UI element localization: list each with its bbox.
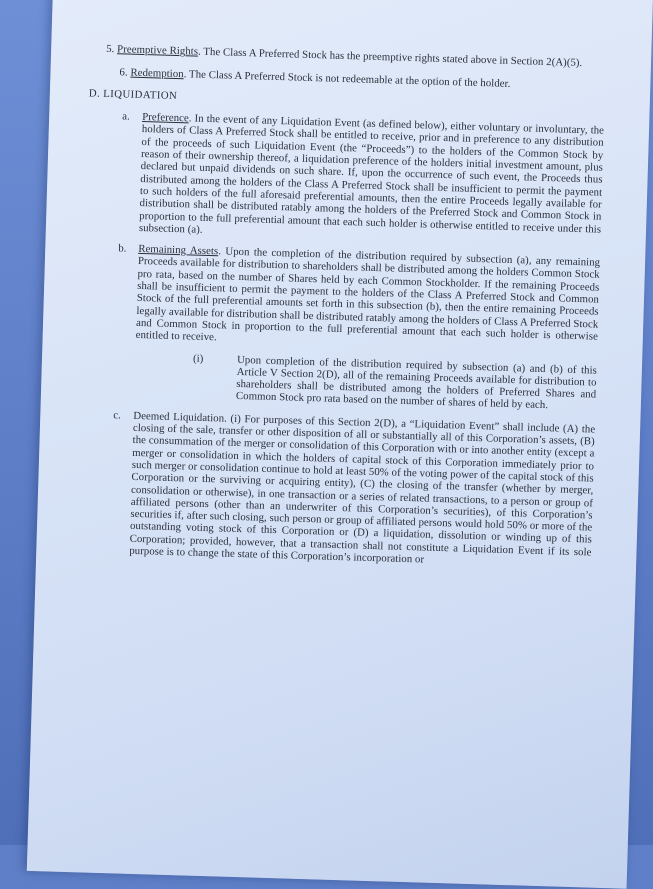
item-c-mark: c. bbox=[113, 408, 122, 422]
section-6-redemption bbox=[111, 66, 605, 93]
item-a-preference bbox=[101, 110, 604, 248]
section-5-title: Preemptive Rights bbox=[116, 43, 199, 58]
item-b-text: . Upon the completion of the distribution required by subsection (a), any remaining Proceeds available for distribution to shareholders shall be distributed among the holders Common Stock pro rata, based on the number of Shares held by each Common Stockholder. If the remaining Proceeds shall be insufficient to permit the payment to the holders of the Class A Preferred Stock and Common Stock of the full preferential amounts set forth in this subsection (b), then the entire remaining Proceeds legally available for distribution shall be distributed ratably among the holders of Class A Preferred Stock and Common Stock in proportion to the full preferential amount that each such holder is otherwise entitled to receive. bbox=[135, 245, 601, 344]
section-6-title: Redemption bbox=[130, 66, 184, 80]
item-b-i bbox=[96, 349, 597, 413]
item-a-text: . In the event of any Liquidation Event (as defined below), either voluntary or involuntary, the holders of Class A Preferred Stock shall be entitled to receive, prior and in preference to any distribution of the proceeds of such Liquidation Event (the “Proceeds”) to the holders of the Common Stock by reason of their ownership thereof, a liquidation preference of the holders initial investment amount, plus declared but unpaid dividends on such share. If, upon the occurrence of such event, the Proceeds thus distributed among the holders of the Class A Preferred Stock shall be insufficient to permit the payment to such holders of the full aforesaid preferential amounts, then the entire Proceeds legally available for distribution shall be distributed ratably among the holders of the Preferred Stock and Common Stock in proportion to the full preferential amount that each such holder is otherwise entitled to receive under this subsection (a). bbox=[138, 112, 605, 236]
section-6-text: . The Class A Preferred Stock is not redeemable at the option of the holder. bbox=[183, 67, 511, 90]
document-page bbox=[27, 0, 653, 889]
item-a-mark: a. bbox=[122, 110, 130, 123]
document-id bbox=[110, 0, 608, 12]
item-b-i-text: Upon completion of the distribution required by subsection (a) and (b) of this Article V Section 2(D), all of the remaining Proceeds available for distribution to shareholders shall be distributed among the holders of Preferred Shares and Common Stock pro rata based on the number of shares of held by each. bbox=[235, 353, 598, 412]
item-b-i-mark: (i) bbox=[192, 352, 204, 365]
item-b-title: Remaining Assets bbox=[138, 243, 219, 258]
heading-liquidation: D. LIQUIDATION bbox=[88, 87, 178, 102]
section-6-number: 6. bbox=[119, 65, 128, 79]
item-b-remaining-assets bbox=[98, 242, 601, 355]
item-b-mark: b. bbox=[118, 242, 127, 255]
section-5-preemptive-rights bbox=[106, 43, 606, 70]
item-a-title: Preference bbox=[142, 111, 190, 125]
item-c-deemed-liquidation bbox=[91, 408, 595, 570]
section-5-number: 5. bbox=[106, 43, 115, 56]
document-body bbox=[88, 0, 608, 580]
section-5-text: . The Class A Preferred Stock has the preemptive rights stated above in Section 2(A)(5). bbox=[197, 45, 583, 70]
item-c-text: Deemed Liquidation. (i) For purposes of this Section 2(D), a “Liquidation Event” shall include (A) the closing of the sale, transfer or other disposition of all or substantially all of this Corporation’s assets, (B) the consummation of the merger or consolidation of this Corporation with or into another entity (except a merger or consolidation in which the holders of capital stock of this Corporation immediately prior to such merger or consolidation continue to hold at least 50% of the voting power of the capital stock of this Corporation or the surviving or acquiring entity), (C) the closing of the transfer (whether by merger, consolidation or otherwise), in one transaction or a series of related transactions, to a person or group of affiliated persons (other than an underwriter of this Corporation’s securities), of this Corporation’s securities if, after such closing, such person or group of affiliated persons would hold 50% or more of the outstanding voting stock of this Corporation or (D) a liquidation, dissolution or winding up of this Corporation; provided, however, that a transaction shall not constitute a Liquidation Event if its sole purpose is to change the state of this Corporation’s incorporation or bbox=[129, 409, 596, 566]
